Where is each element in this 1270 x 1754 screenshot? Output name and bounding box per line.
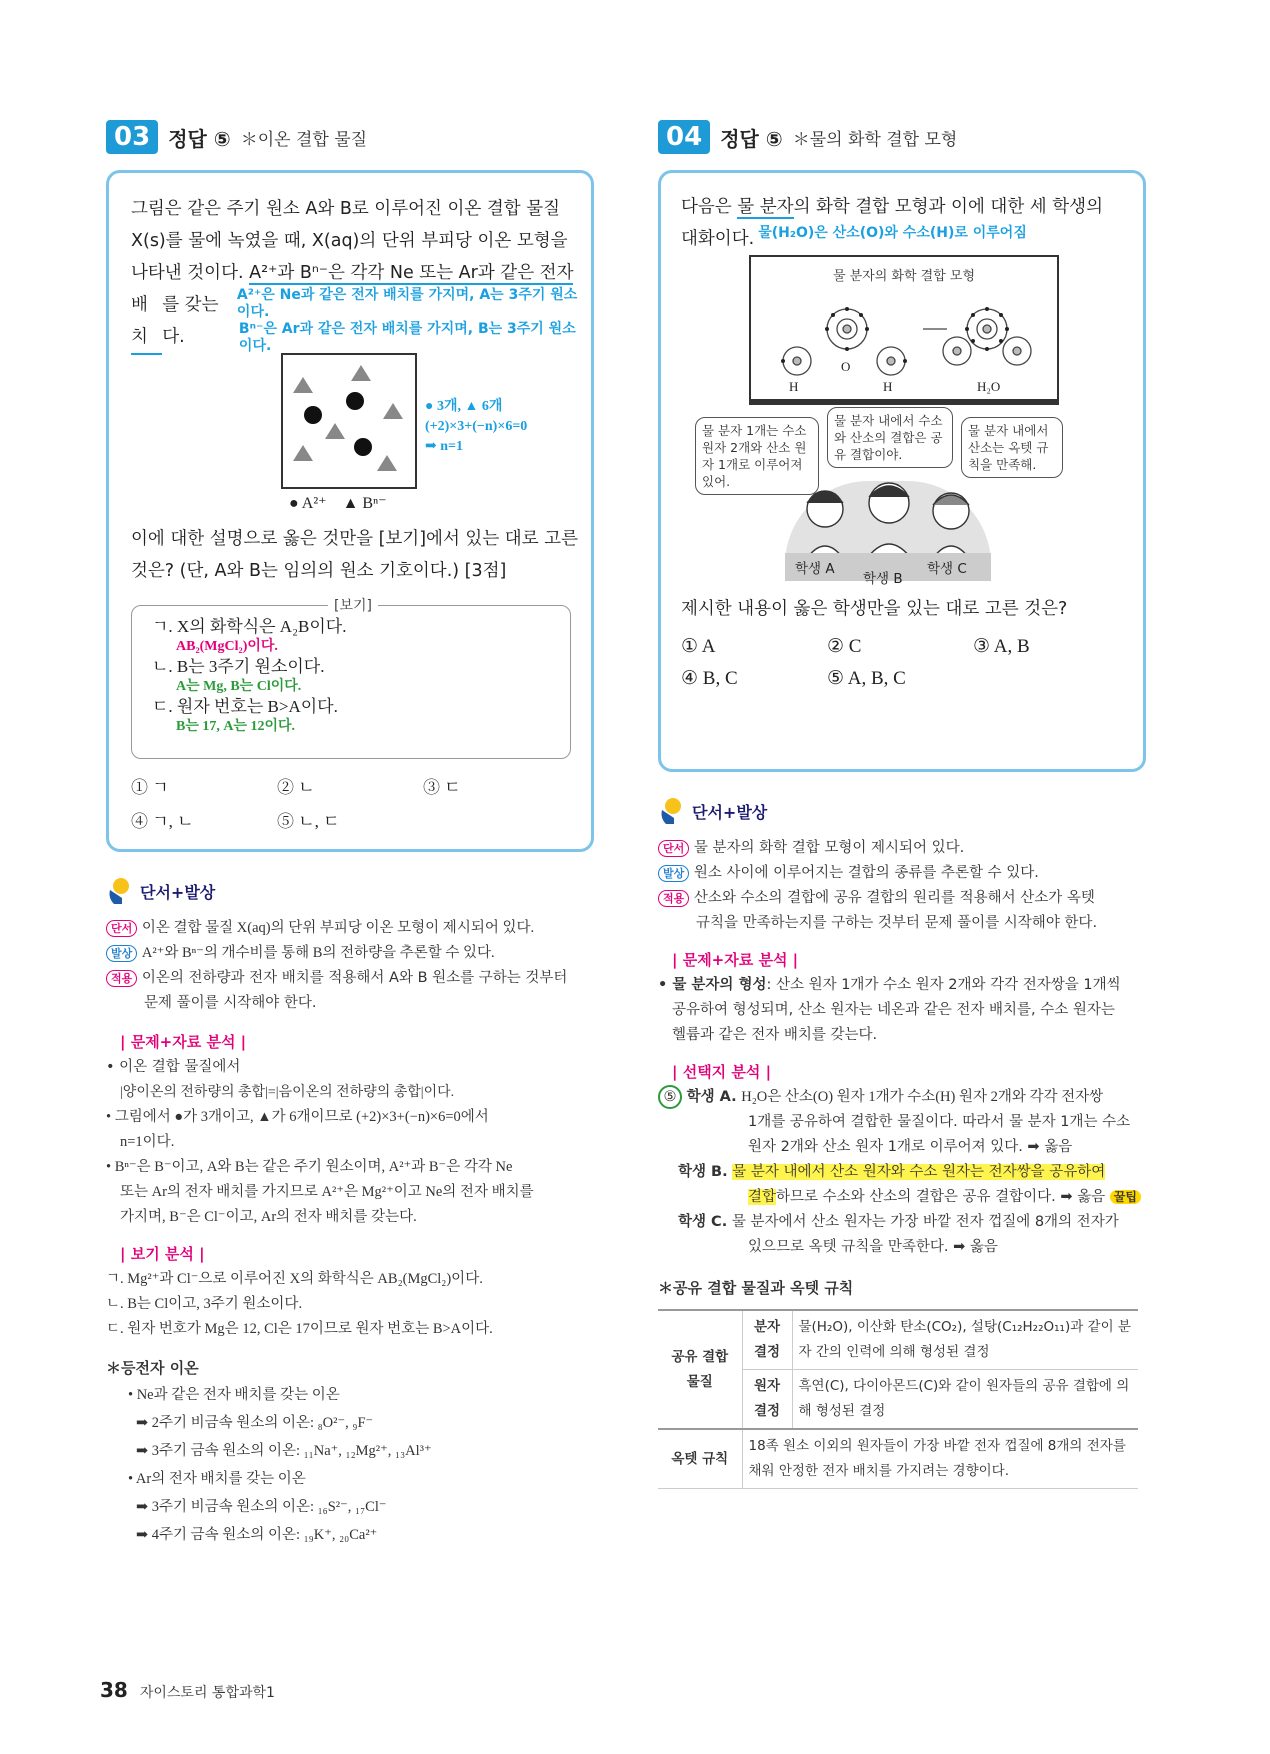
question-line: 그림은 같은 주기 원소 A와 B로 이루어진 이온 결합 물질 [131, 199, 561, 219]
anion-triangle [351, 365, 371, 381]
underlined-text: A²⁺과 Bⁿ⁻은 각각 Ne 또는 Ar과 같은 전자 [249, 263, 574, 283]
question-number: 04 [658, 120, 710, 154]
bogi-title: [보기] [328, 595, 378, 615]
bogi-analysis-line: ㄴ. B는 Cl이고, 3주기 원소이다. [106, 1296, 303, 1312]
annotation-note: 물(H₂O)은 산소(O)와 수소(H)로 이루어짐 [758, 225, 1027, 241]
question-line [681, 191, 1131, 223]
question-number: 03 [106, 120, 158, 154]
bogi-items [152, 616, 346, 736]
question-ask: 제시한 내용이 옳은 학생만을 있는 대로 고른 것은? [681, 599, 1068, 619]
bogi-box [131, 598, 571, 759]
choices [131, 773, 571, 841]
hint-line [658, 861, 1158, 886]
student-label: 학생 A. [686, 1089, 737, 1105]
hint-line [658, 836, 1158, 861]
ion-model-figure [281, 353, 417, 489]
highlighted-text: 물 분자 내에서 산소 원자와 수소 원자는 전자쌍을 공유하여 [732, 1164, 1106, 1180]
student-a-analysis [658, 1085, 1158, 1110]
analysis-line [658, 1185, 1158, 1210]
text-span: 를 갖는다. [162, 295, 219, 347]
answer-label: 정답 ⑤ [168, 126, 231, 151]
tip-badge: 꿀팁 [1110, 1190, 1141, 1204]
iso-line: ➡ 4주기 금속 원소의 이온: ₁₉K⁺, ₂₀Ca²⁺ [136, 1527, 378, 1543]
topic-label: ＊이온 결합 물질 [240, 129, 368, 150]
analysis-text: 물 분자에서 산소 원자는 가장 바깥 전자 껍질에 8개의 전자가 [731, 1214, 1119, 1230]
highlighted-text: 결합 [748, 1189, 777, 1205]
question-line [131, 257, 581, 289]
speech-bubble-a: 물 분자 1개는 수소 원자 2개와 산소 원자 1개로 이루어져 있어. [695, 417, 819, 495]
figure-legend [289, 493, 387, 513]
hint-line [106, 916, 606, 941]
question-text [131, 193, 581, 355]
choice-1[interactable]: ① ㄱ [131, 778, 169, 797]
choice-row [681, 635, 1121, 667]
choice-1[interactable]: ① A [681, 636, 716, 657]
bogi-analysis-line: ㄷ. 원자 번호가 Mg은 12, Cl은 17이므로 원자 번호는 B>A이다. [106, 1321, 493, 1337]
legend-cation: ● A²⁺ [289, 495, 327, 512]
clue-tag: 단서 [106, 920, 137, 937]
analysis-line: n=1이다. [120, 1134, 175, 1150]
speech-bubble-c: 물 분자 내에서 산소는 옥텟 규칙을 만족해. [961, 417, 1063, 478]
q04-hint-header [658, 796, 767, 826]
q03-hint-header [106, 876, 215, 906]
hint-text: 규칙을 만족하는지를 구하는 것부터 문제 풀이를 시작해야 한다. [696, 915, 1098, 931]
covalent-table [658, 1309, 1138, 1489]
anion-triangle [325, 423, 345, 439]
analysis-line: |양이온의 전하량의 총합|=|음이온의 전하량의 총합|이다. [120, 1085, 455, 1100]
bogi-item: ㄴ. B는 3주기 원소이다. [152, 657, 325, 676]
idea-tag: 발상 [106, 945, 137, 962]
table-row [658, 1310, 1138, 1370]
model-board [749, 255, 1059, 405]
hint-title: 단서+발상 [692, 802, 768, 822]
choice-2[interactable]: ② C [827, 636, 862, 657]
analysis-line: 있으므로 옥텟 규칙을 만족한다. ➡ 옳음 [748, 1239, 998, 1255]
table-row [658, 1429, 1138, 1489]
question-line [681, 223, 1131, 255]
choice-3[interactable]: ③ A, B [973, 636, 1030, 657]
underlined-text: 배치 [131, 289, 162, 355]
analysis-text: 하므로 수소와 산소의 결합은 공유 결합이다. ➡ 옳음 [776, 1189, 1106, 1205]
atom-label: O [841, 359, 851, 374]
bogi-item: ㄷ. 원자 번호는 B>A이다. [152, 697, 338, 716]
lightbulb-icon [106, 876, 132, 906]
hint-text: 이온 결합 물질 X(aq)의 단위 부피당 이온 모형이 제시되어 있다. [141, 920, 535, 936]
analysis-line [658, 973, 1158, 998]
ion-model-svg [283, 355, 415, 487]
q03-question-box [106, 170, 594, 852]
student-c-analysis [658, 1210, 1158, 1235]
q04-question-box [658, 170, 1146, 772]
anion-triangle [383, 403, 403, 419]
idea-tag: 발상 [658, 865, 689, 882]
student-c-label: 학생 C [927, 561, 967, 577]
q04-hint-body [658, 836, 1158, 1489]
choice-row [131, 807, 571, 841]
anion-triangle [293, 445, 313, 461]
analysis-line: 헬륨과 같은 전자 배치를 갖는다. [672, 1027, 878, 1043]
anion-triangle [377, 455, 397, 471]
student-b-analysis [658, 1160, 1158, 1185]
analysis-bold: • 물 분자의 형성 [658, 977, 767, 993]
table-title: ＊공유 결합 물질과 옥텟 규칙 [658, 1279, 854, 1297]
choice-3[interactable]: ③ ㄷ [423, 778, 461, 797]
cation-circle [304, 406, 322, 424]
apply-tag: 적용 [106, 970, 137, 987]
calc-note: (+2)×3+(−n)×6=0 [425, 419, 528, 434]
page-number: 38 [100, 1678, 128, 1702]
iso-line: ➡ 3주기 금속 원소의 이온: ₁₁Na⁺, ₁₂Mg²⁺, ₁₃Al³⁺ [136, 1443, 432, 1459]
choice-5[interactable]: ⑤ ㄴ, ㄷ [277, 812, 340, 831]
isoelectronic-list [106, 1381, 606, 1549]
calc-notes [425, 397, 527, 457]
iso-line: ➡ 2주기 비금속 원소의 이온: ₈O²⁻, ₉F⁻ [136, 1415, 374, 1431]
choice-analysis-title: | 선택지 분석 | [672, 1063, 772, 1081]
bogi-note: A는 Mg, B는 Cl이다. [176, 679, 302, 694]
choice-row [131, 773, 571, 807]
hint-text: 문제 풀이를 시작해야 한다. [144, 995, 317, 1011]
analysis-title: | 문제+자료 분석 | [672, 951, 799, 969]
table-sub-cell: 분자 결정 [742, 1310, 792, 1370]
underlined-text: 물 분자 [737, 197, 794, 217]
atom-label: H [789, 379, 799, 394]
choice-4[interactable]: ④ B, C [681, 668, 738, 689]
choices [681, 635, 1121, 699]
hint-text: A²⁺와 Bⁿ⁻의 개수비를 통해 B의 전하량을 추론할 수 있다. [141, 945, 495, 961]
analysis-text: : 산소 원자 1개가 수소 원자 2개와 각각 전자쌍을 1개씩 [766, 977, 1121, 993]
hint-line [658, 886, 1158, 911]
analysis-line: 또는 Ar의 전자 배치를 가지므로 A²⁺은 Mg²⁺이고 Ne의 전자 배치를 [120, 1184, 534, 1200]
hint-text: 이온의 전하량과 전자 배치를 적용해서 A와 B 원소를 구하는 것부터 [141, 970, 568, 986]
table-cell: 흑연(C), 다이아몬드(C)와 같이 원자들의 공유 결합에 의해 형성된 결정 [792, 1370, 1138, 1430]
lightbulb-icon [658, 796, 684, 826]
topic-label: ＊물의 화학 결합 모형 [792, 129, 958, 150]
question-line: X(s)를 물에 녹였을 때, X(aq)의 단위 부피당 이온 모형을 [131, 231, 568, 251]
table-cell: 물(H₂O), 이산화 탄소(CO₂), 설탕(C₁₂H₂₂O₁₁)과 같이 분자 간의 인력에 의해 형성된 결정 [792, 1310, 1138, 1370]
choice-4[interactable]: ④ ㄱ, ㄴ [131, 812, 194, 831]
analysis-line: 원자 2개와 산소 원자 1개로 이루어져 있다. ➡ 옳음 [748, 1139, 1073, 1155]
annotation-note: A²⁺은 Ne과 같은 전자 배치를 가지며, A는 3주기 원소이다. [236, 287, 578, 320]
student-a-label: 학생 A [795, 561, 835, 577]
iso-line: ➡ 3주기 비금속 원소의 이온: ₁₆S²⁻, ₁₇Cl⁻ [136, 1499, 387, 1515]
answer-label: 정답 ⑤ [720, 126, 783, 151]
iso-line: • Ne과 같은 전자 배치를 갖는 이온 [128, 1387, 340, 1403]
book-title: 자이스토리 통합과학1 [139, 1685, 275, 1701]
hint-line [106, 966, 606, 991]
text-span: 나타낸 것이다. [131, 263, 250, 283]
h2o-model-svg [751, 285, 1057, 385]
analysis-line: • 그림에서 ●가 3개이고, ▲가 6개이므로 (+2)×3+(−n)×6=0에서 [106, 1109, 489, 1125]
answer-circle-icon: ⑤ [658, 1085, 682, 1109]
table-head-cell: 공유 결합 물질 [658, 1310, 742, 1429]
analysis-line: • 이온 결합 물질에서 [106, 1059, 241, 1075]
choice-2[interactable]: ② ㄴ [277, 778, 315, 797]
bogi-item: ㄱ. X의 화학식은 A₂B이다. [152, 617, 347, 636]
legend-anion: ▲ Bⁿ⁻ [342, 495, 387, 512]
isoelectronic-title: ＊등전자 이온 [106, 1359, 199, 1377]
q04-header [658, 120, 957, 154]
table-cell: 18족 원소 이외의 원자들이 가장 바깥 전자 껍질에 8개의 전자를 채워 안정한 전자 배치를 가지려는 경향이다. [742, 1429, 1138, 1489]
text-span: 대화이다. [681, 229, 755, 249]
analysis-title: | 문제+자료 분석 | [120, 1033, 247, 1051]
analysis-line: 공유하여 형성되며, 산소 원자는 네온과 같은 전자 배치를, 수소 원자는 [672, 1002, 1115, 1018]
page-footer [100, 1678, 275, 1702]
ask-line: 것은? (단, A와 B는 임의의 원소 기호이다.) [3점] [131, 561, 507, 581]
cation-circle [346, 392, 364, 410]
choice-5[interactable]: ⑤ A, B, C [827, 668, 906, 689]
bogi-note: B는 17, A는 12이다. [176, 719, 296, 734]
question-ask [131, 523, 581, 587]
analysis-line: 1개를 공유하여 결합한 물질이다. 따라서 물 분자 1개는 수소 [748, 1114, 1131, 1130]
apply-tag: 적용 [658, 890, 689, 907]
choice-row [681, 667, 1121, 699]
cation-circle [354, 438, 372, 456]
q03-header [106, 120, 367, 154]
bogi-note: AB₂(MgCl₂)이다. [176, 639, 278, 654]
student-label: 학생 B. [678, 1164, 728, 1180]
hint-title: 단서+발상 [140, 882, 216, 902]
hint-text: 물 분자의 화학 결합 모형이 제시되어 있다. [693, 840, 965, 856]
analysis-line: • Bⁿ⁻은 B⁻이고, A와 B는 같은 주기 원소이며, A²⁺과 B⁻은 각각 Ne [106, 1159, 513, 1175]
student-label: 학생 C. [678, 1214, 728, 1230]
analysis-line: 가지며, B⁻은 Cl⁻이고, Ar의 전자 배치를 갖는다. [120, 1209, 417, 1225]
question-line [131, 289, 581, 355]
table-head-cell: 옥텟 규칙 [658, 1429, 742, 1489]
annotation-note: Bⁿ⁻은 Ar과 같은 전자 배치를 가지며, B는 3주기 원소이다. [238, 321, 576, 354]
text-span: 의 화학 결합 모형과 이에 대한 세 학생의 [793, 197, 1103, 217]
hint-line [106, 941, 606, 966]
text-span: 다음은 [681, 197, 738, 217]
board-title: 물 분자의 화학 결합 모형 [832, 269, 976, 284]
student-b-label: 학생 B [863, 571, 903, 587]
hint-text: 원소 사이에 이루어지는 결합의 종류를 추론할 수 있다. [693, 865, 1039, 881]
molecule-label: H₂O [977, 379, 1001, 394]
speech-bubble-b: 물 분자 내에서 수소와 산소의 결합은 공유 결합이야. [827, 407, 953, 468]
bogi-analysis-line: ㄱ. Mg²⁺과 Cl⁻으로 이루어진 X의 화학식은 AB₂(MgCl₂)이다. [106, 1271, 483, 1287]
hint-text: 산소와 수소의 결합에 공유 결합의 원리를 적용해서 산소가 옥텟 [693, 890, 1095, 906]
question-text [681, 191, 1131, 255]
analysis-text: H₂O은 산소(O) 원자 1개가 수소(H) 원자 2개와 각각 전자쌍 [741, 1089, 1104, 1105]
calc-note: ● 3개, ▲ 6개 [425, 399, 503, 414]
iso-line: • Ar의 전자 배치를 갖는 이온 [128, 1471, 306, 1487]
calc-note: ➡ n=1 [425, 439, 463, 454]
bogi-analysis-title: | 보기 분석 | [120, 1245, 205, 1263]
anion-triangle [293, 377, 313, 393]
q03-hint-body [106, 916, 606, 1549]
atom-label: H [883, 379, 893, 394]
clue-tag: 단서 [658, 840, 689, 857]
ask-line: 이에 대한 설명으로 옳은 것만을 [보기]에서 있는 대로 고른 [131, 529, 578, 549]
table-sub-cell: 원자 결정 [742, 1370, 792, 1430]
